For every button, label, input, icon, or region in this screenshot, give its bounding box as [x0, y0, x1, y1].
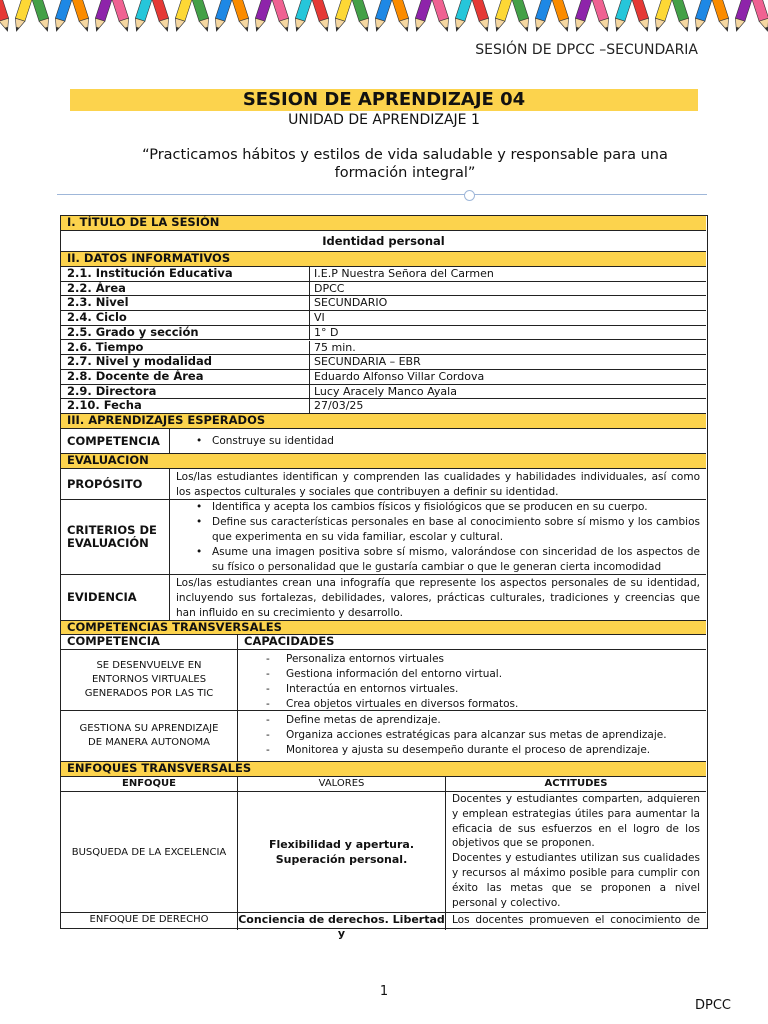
datos-value: Lucy Aracely Manco Ayala — [309, 385, 706, 399]
enfoques-header — [61, 777, 706, 792]
criterio-item: • Asume una imagen positiva sobre sí mismo, valorándose con sinceridad de los aspectos de su físico o personalidad que le gustaría cambiar o que le generan cierta incomodidad — [170, 545, 700, 575]
session-topic: Identidad personal — [322, 234, 445, 248]
competencia-row — [61, 429, 706, 454]
enfoque-valores-1 — [237, 792, 445, 912]
proposito-cell — [169, 469, 706, 499]
enfoque-valor-1a: Flexibilidad y apertura. — [268, 838, 415, 851]
datos-row — [61, 282, 706, 297]
datos-label: 2.9. Directora — [67, 383, 157, 398]
pencil-icon — [332, 0, 356, 33]
transversal-capacidades-1 — [237, 650, 706, 710]
datos-row — [61, 355, 706, 370]
datos-label: 2.3. Nivel — [67, 295, 129, 310]
pencil-icon — [572, 0, 596, 33]
enfoque-row-2 — [61, 913, 706, 940]
pencil-icon — [309, 0, 333, 33]
pencil-icon — [149, 0, 173, 33]
enfoque-actitudes-2 — [445, 913, 706, 930]
section-titulo: I. TÍTULO DE LA SESIÓN — [61, 216, 706, 231]
pencil-icon — [429, 0, 453, 33]
criterio-item: • Identifica y acepta los cambios físicos y fisiológicos que se producen en su cuerpo. — [170, 500, 700, 515]
pencil-icon — [452, 0, 476, 33]
pencil-icon — [709, 0, 733, 33]
pencil-icon — [12, 0, 36, 33]
datos-row — [61, 399, 706, 414]
datos-value: Eduardo Alfonso Villar Cordova — [309, 370, 706, 384]
transversales-col-competencia: COMPETENCIA — [67, 634, 160, 648]
transversales-header — [61, 635, 706, 650]
pencil-icon — [172, 0, 196, 33]
pencil-icon — [0, 0, 12, 33]
enfoque-actitud-1b: Docentes y estudiantes utilizan sus cualidades y recursos al máximo posible para cumplir con éxito las metas que se proponen a nivel personal y colectivo. — [452, 852, 700, 909]
datos-value: SECUNDARIO — [309, 296, 706, 310]
criterios-label: CRITERIOS DE EVALUACIÓN — [67, 523, 157, 550]
divider-ornament — [464, 190, 475, 201]
pencil-icon — [469, 0, 493, 33]
enfoque-actitud-2a: Los docentes promueven el conocimiento de — [452, 914, 700, 926]
divider-line — [57, 194, 707, 195]
evidencia-cell — [169, 575, 706, 620]
capacidad-item: - Define metas de aprendizaje. — [238, 713, 706, 728]
enfoque-valores-2: Conciencia de derechos. Libertad y — [238, 913, 445, 940]
capacidad-item: - Interactúa en entornos virtuales. — [238, 682, 706, 697]
datos-label: 2.5. Grado y sección — [67, 324, 199, 339]
datos-label: 2.2. Área — [67, 280, 126, 295]
pencil-icon — [652, 0, 676, 33]
section-evaluacion: EVALUACION — [61, 454, 706, 469]
transversal-competencia-1: SE DESENVUELVE EN ENTORNOS VIRTUALES GENERADOS POR LAS TIC — [84, 660, 214, 699]
datos-value: I.E.P Nuestra Señora del Carmen — [309, 267, 706, 281]
pencil-icon — [669, 0, 693, 33]
datos-row — [61, 326, 706, 341]
pencil-icon — [92, 0, 116, 33]
datos-row — [61, 296, 706, 311]
enfoque-name-2: ENFOQUE DE DERECHO — [89, 914, 209, 925]
enfoque-actitud-1a: Docentes y estudiantes comparten, adquieren y emplean estrategias útiles para aumentar la eficacia de sus esfuerzos en el logro de los objetivos que se proponen. — [452, 793, 700, 850]
section-datos: II. DATOS INFORMATIVOS — [61, 252, 706, 267]
pencil-icon — [372, 0, 396, 33]
pencil-icon — [109, 0, 133, 33]
capacidad-item: - Personaliza entornos virtuales — [238, 652, 706, 667]
criterios-cell — [169, 500, 706, 574]
pencil-icon — [389, 0, 413, 33]
evidencia-row — [61, 575, 706, 621]
datos-value: 1° D — [309, 326, 706, 340]
pencil-icon — [612, 0, 636, 33]
datos-value: DPCC — [309, 282, 706, 296]
datos-row — [61, 385, 706, 400]
datos-label: 2.1. Institución Educativa — [67, 266, 233, 280]
evidencia-text: Los/las estudiantes crean una infografía que represente los aspectos personales de su identidad, incluyendo sus fortalezas, debilidades, valores, prácticas culturales, tradiciones y creencias que han influido en su crecimiento y desarrollo. — [176, 577, 700, 619]
datos-label: 2.7. Nivel y modalidad — [67, 354, 213, 369]
pencil-icon — [189, 0, 213, 33]
pencil-icon — [349, 0, 373, 33]
datos-label: 2.4. Ciclo — [67, 310, 127, 325]
competencia-cell — [169, 429, 706, 453]
pencil-icon — [52, 0, 76, 33]
proposito-label: PROPÓSITO — [67, 476, 143, 491]
pencil-icon — [629, 0, 653, 33]
criterios-row — [61, 500, 706, 575]
competencia-value: • Construye su identidad — [170, 434, 334, 449]
pencil-icon — [292, 0, 316, 33]
datos-value: SECUNDARIA – EBR — [309, 355, 706, 369]
transversales-col-capacidades: CAPACIDADES — [237, 635, 706, 649]
pencil-icon — [269, 0, 293, 33]
enfoques-col-enfoque: ENFOQUE — [122, 778, 176, 789]
datos-label: 2.6. Tiempo — [67, 339, 144, 354]
enfoques-col-actitudes: ACTITUDES — [445, 777, 706, 791]
pencil-icon — [492, 0, 516, 33]
datos-label: 2.8. Docente de Área — [67, 368, 204, 383]
transversal-row-2 — [61, 711, 706, 762]
pencil-banner — [0, 0, 768, 36]
capacidad-item: - Monitorea y ajusta su desempeño durante el proceso de aprendizaje. — [238, 743, 706, 758]
transversal-capacidades-2 — [237, 711, 706, 761]
capacidad-item: - Gestiona información del entorno virtual. — [238, 667, 706, 682]
pencil-icon — [29, 0, 53, 33]
enfoque-actitudes-1 — [445, 792, 706, 912]
datos-row — [61, 370, 706, 385]
criterio-item: • Define sus características personales en base al conocimiento sobre sí mismo y los cambios que experimenta en su vida familiar, escolar y cultural. — [170, 515, 700, 545]
section-transversales: COMPETENCIAS TRANSVERSALES — [61, 621, 706, 635]
pencil-icon — [132, 0, 156, 33]
pencil-icon — [229, 0, 253, 33]
transversal-row-1 — [61, 650, 706, 711]
footer-subject: DPCC — [694, 998, 731, 1013]
section-enfoques: ENFOQUES TRANSVERSALES — [61, 762, 706, 777]
pencil-icon — [412, 0, 436, 33]
pencil-icon — [69, 0, 93, 33]
datos-value: VI — [309, 311, 706, 325]
evidencia-label: EVIDENCIA — [67, 590, 137, 604]
datos-row — [61, 311, 706, 326]
pencil-icon — [589, 0, 613, 33]
pencil-icon — [749, 0, 768, 33]
pencil-icon — [692, 0, 716, 33]
enfoque-row-1 — [61, 792, 706, 913]
unit-title: UNIDAD DE APRENDIZAJE 1 — [288, 112, 480, 128]
competencia-label: COMPETENCIA — [67, 433, 160, 448]
pencil-icon — [252, 0, 276, 33]
session-table — [60, 215, 708, 940]
unit-quote: “Practicamos hábitos y estilos de vida saludable y responsable para una formación integral” — [142, 147, 668, 181]
header-subject: SESIÓN DE DPCC –SECUNDARIA — [475, 42, 698, 58]
proposito-text: Los/las estudiantes identifican y comprenden las cualidades y habilidades individuales, así como los aspectos culturales y sociales que contribuyen a definir su identidad. — [176, 471, 700, 498]
capacidad-item: - Crea objetos virtuales en diversos formatos. — [238, 697, 706, 712]
transversal-competencia-2: GESTIONA SU APRENDIZAJE DE MANERA AUTONOMA — [79, 723, 219, 748]
datos-value: 75 min. — [309, 341, 706, 355]
enfoques-col-valores: VALORES — [237, 777, 445, 791]
pencil-icon — [732, 0, 756, 33]
section-aprendizajes: III. APRENDIZAJES ESPERADOS — [61, 414, 706, 429]
pencil-icon — [549, 0, 573, 33]
pencil-icon — [509, 0, 533, 33]
datos-value: 27/03/25 — [309, 399, 706, 413]
titulo-row — [61, 231, 706, 252]
page-number: 1 — [379, 984, 389, 999]
datos-label: 2.10. Fecha — [67, 398, 142, 413]
session-title: SESION DE APRENDIZAJE 04 — [70, 89, 698, 111]
proposito-row — [61, 469, 706, 500]
enfoque-valor-1b: Superación personal. — [275, 853, 408, 866]
capacidad-item: - Organiza acciones estratégicas para alcanzar sus metas de aprendizaje. — [238, 728, 706, 743]
pencil-icon — [212, 0, 236, 33]
datos-row — [61, 341, 706, 356]
datos-row — [61, 267, 706, 282]
enfoque-name-1: BUSQUEDA DE LA EXCELENCIA — [71, 846, 227, 858]
pencil-icon — [532, 0, 556, 33]
